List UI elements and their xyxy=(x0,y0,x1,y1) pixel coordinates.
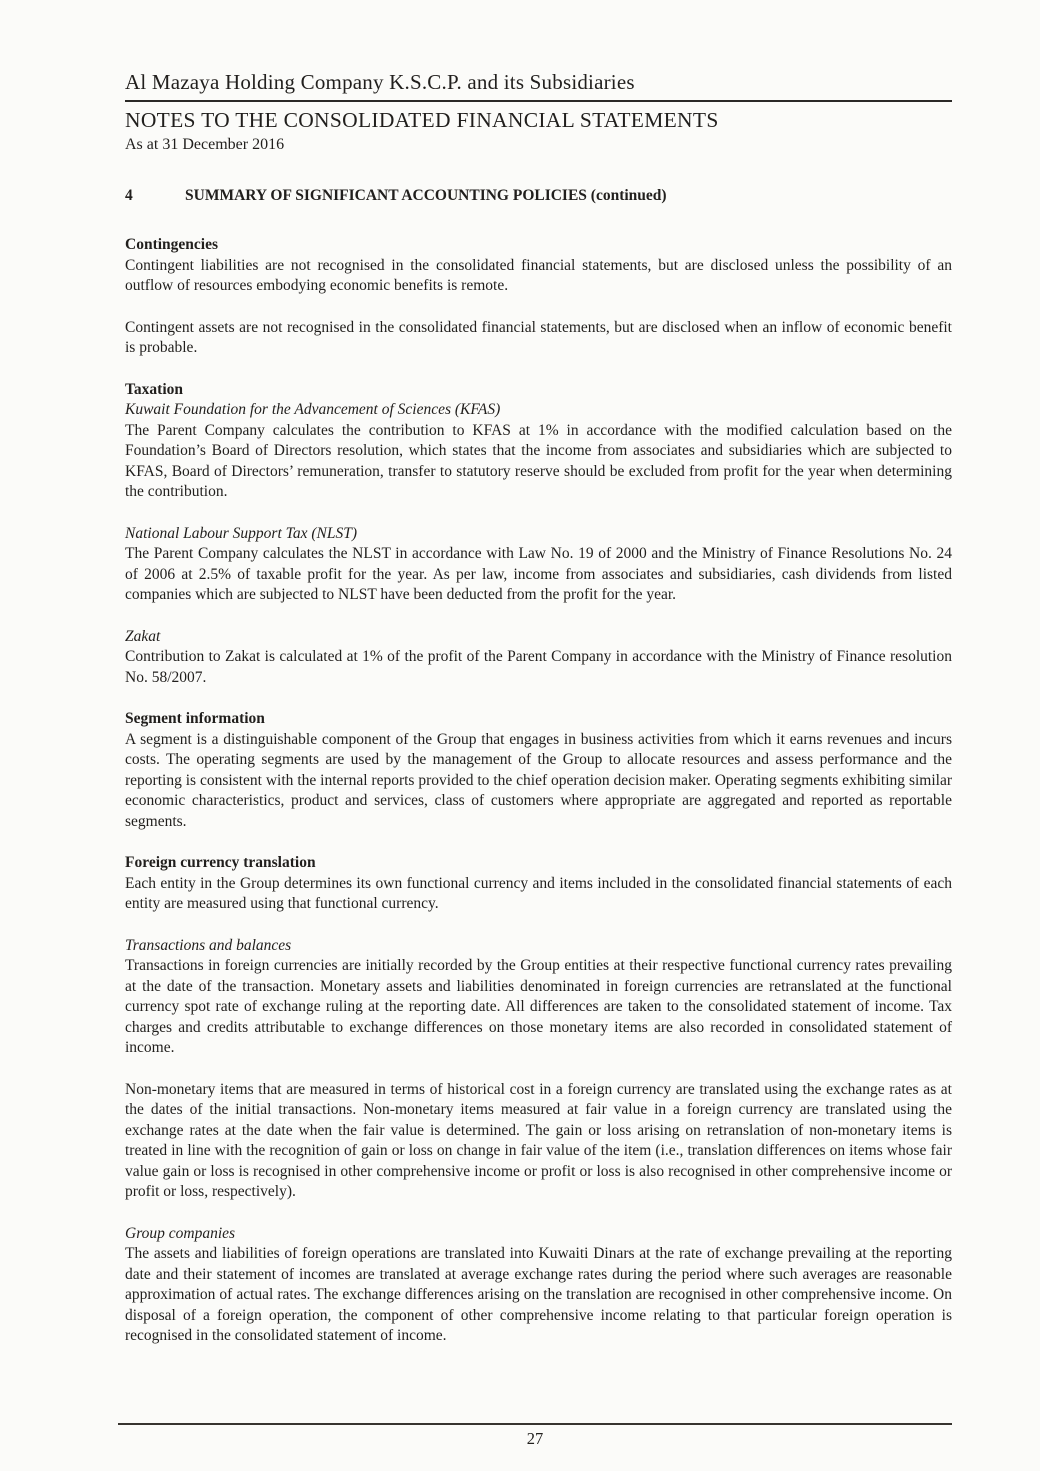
document-date: As at 31 December 2016 xyxy=(125,136,285,153)
paragraph: Transactions in foreign currencies are initially recorded by the Group entities at their respective functional currency rates prevailing at the date of the transaction. Monetary assets and liabilities denominated in foreign currencies are retranslated at the functional currency spot rate of exchange ruling at the reporting date. All differences are taken to the consolidated statement of income. Tax charges and credits attributable to exchange differences on those monetary items are also recorded in consolidated statement of income. xyxy=(125,957,952,1056)
document-title: NOTES TO THE CONSOLIDATED FINANCIAL STATEMENTS xyxy=(125,108,719,132)
subsection-heading-foreign-currency-translation: Foreign currency translation xyxy=(125,854,316,871)
section-heading xyxy=(125,187,952,205)
paragraph: The Parent Company calculates the NLST in accordance with Law No. 19 of 2000 and the Ministry of Finance Resolutions No. 24 of 2006 at 2.5% of taxable profit for the year. As per law, income from associates and subsidiaries, cash dividends from listed companies which are subjected to NLST have been deducted from the profit for the year. xyxy=(125,545,952,603)
paragraph: Each entity in the Group determines its own functional currency and items included in the consolidated financial statements of each entity are measured using that functional currency. xyxy=(125,874,952,912)
paragraph: A segment is a distinguishable component of the Group that engages in business activities from which it earns revenues and incurs costs. The operating segments are used by the management of the Group to allocate resources and assess performance and the reporting is consistent with the internal reports provided to the chief operation decision maker. Operating segments exhibiting similar economic characteristics, product and services, class of customers where appropriate are aggregated and reported as reportable segments. xyxy=(125,730,952,830)
section-title: SUMMARY OF SIGNIFICANT ACCOUNTING POLICIES (continued) xyxy=(185,187,667,204)
subheading-nlst: National Labour Support Tax (NLST) xyxy=(125,524,357,542)
paragraph: The Parent Company calculates the contribution to KFAS at 1% in accordance with the modified calculation based on the Foundation’s Board of Directors resolution, which states that the income from associates and subsidiaries which are subjected to KFAS, Board of Directors’ remuneration, transfer to statutory reserve should be excluded from profit for the year when determining the contribution. xyxy=(125,421,952,500)
subsection-heading-contingencies: Contingencies xyxy=(125,236,218,253)
document-body xyxy=(125,235,952,1347)
page-number: 27 xyxy=(526,1429,544,1448)
subheading-kfas: Kuwait Foundation for the Advancement of Sciences (KFAS) xyxy=(125,401,501,418)
subheading-group-companies: Group companies xyxy=(125,1224,236,1242)
header-divider xyxy=(125,100,952,102)
document-footer xyxy=(118,1423,952,1449)
footer-divider xyxy=(118,1423,952,1425)
section-number: 4 xyxy=(125,187,133,204)
subsection-heading-taxation: Taxation xyxy=(125,380,184,398)
document-header xyxy=(125,0,952,154)
paragraph: Contribution to Zakat is calculated at 1% of the profit of the Parent Company in accordance with the Ministry of Finance resolution No. 58/2007. xyxy=(125,648,952,686)
company-name: Al Mazaya Holding Company K.S.C.P. and its Subsidiaries xyxy=(125,70,635,94)
paragraph: Contingent liabilities are not recognised in the consolidated financial statements, but are disclosed unless the possibility of an outflow of resources embodying economic benefits is remote. xyxy=(125,256,952,294)
paragraph: The assets and liabilities of foreign operations are translated into Kuwaiti Dinars at the rate of exchange prevailing at the reporting date and their statement of incomes are translated at average exchange rates during the period where such averages are reasonable approximation of actual rates. The exchange differences arising on the translation are recognised in other comprehensive income. On disposal of a foreign operation, the component of other comprehensive income relating to that particular foreign operation is recognised in the consolidated statement of income. xyxy=(125,1245,952,1344)
paragraph: Contingent assets are not recognised in the consolidated financial statements, but are disclosed when an inflow of economic benefit is probable. xyxy=(125,318,952,356)
subsection-heading-segment-information: Segment information xyxy=(125,710,265,727)
subheading-zakat: Zakat xyxy=(125,627,161,645)
subheading-transactions-and-balances: Transactions and balances xyxy=(125,936,292,954)
paragraph: Non-monetary items that are measured in terms of historical cost in a foreign currency are translated using the exchange rates as at the dates of the initial transactions. Non-monetary items measured at fair value in a foreign currency are translated using the exchange rates at the date when the fair value is determined. The gain or loss arising on retranslation of non-monetary items is treated in line with the recognition of gain or loss on change in fair value of the item (i.e., translation differences on items whose fair value gain or loss is recognised in other comprehensive income or profit or loss is also recognised in other comprehensive income or profit or loss, respectively). xyxy=(125,1080,952,1200)
